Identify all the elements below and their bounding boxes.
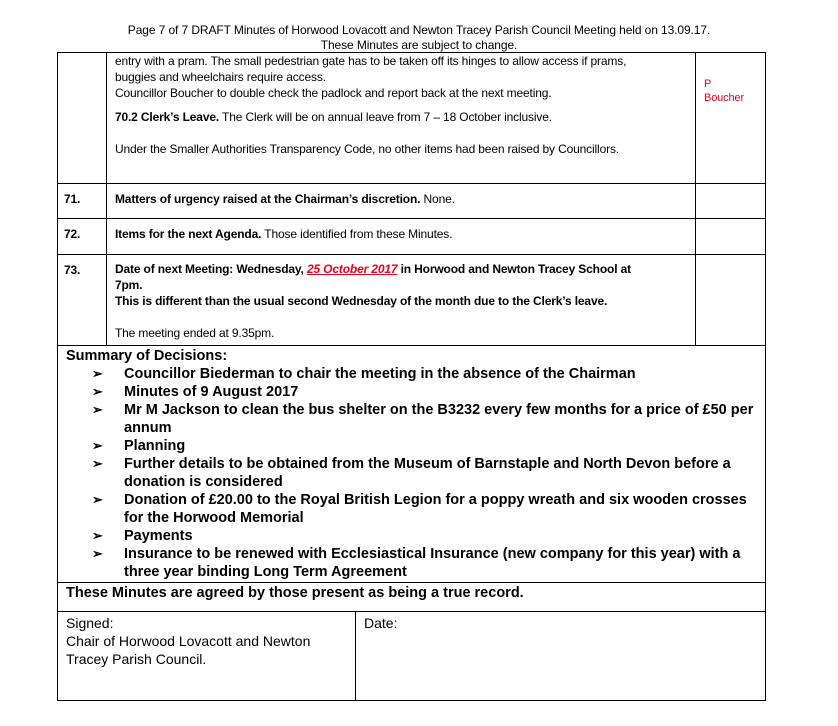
decision-item: ➢ Insurance to be renewed with Ecclesiastical Insurance (new company for this year) with a three year binding Long Term Agreement [92,545,757,581]
continued-text-line: buggies and wheelchairs require access. [114,70,326,84]
item-body-cell [106,255,695,346]
minutes-table [57,52,766,346]
action-cell [696,184,766,219]
next-meeting-time: 7pm. [114,278,143,292]
date-cell [356,612,766,701]
chair-title-line: Chair of Horwood Lovacott and Newton [66,633,311,649]
transparency-note: Under the Smaller Authorities Transparency Code, no other items had been raised by Councillors. [114,142,619,156]
continued-text-line: Councillor Boucher to double check the padlock and report back at the next meeting. [114,86,552,100]
item-heading: Matters of urgency raised at the Chairman’s discretion. [114,192,421,206]
meeting-end-note: The meeting ended at 9.35pm. [114,326,275,340]
item-body-cell [106,219,695,255]
next-meeting-line [115,261,689,277]
decision-item: ➢ Payments [92,527,757,545]
action-name: Boucher [704,92,744,104]
item-body-cell [106,53,695,184]
decision-item: ➢ Donation of £20.00 to the Royal British Legion for a poppy wreath and six wooden crosses for the Horwood Memorial [92,491,757,527]
decision-item: ➢ Further details to be obtained from the Museum of Barnstaple and North Devon before a donation is considered [92,455,757,491]
agenda-item-row [58,219,766,255]
item-text: None. [420,192,455,206]
item-body-cell [106,184,695,219]
item-number-cell [58,53,107,184]
item-text: Those identified from these Minutes. [261,227,453,241]
continued-text-line: entry with a pram. The small pedestrian gate has to be taken off its hinges to allow access if prams, [114,54,627,68]
agenda-item-row [58,255,766,346]
summary-cell [58,346,766,583]
date-label: Date: [364,615,398,631]
decision-item: ➢ Mr M Jackson to clean the bus shelter on the B3232 every few months for a price of £50 per annum [92,401,757,437]
action-cell [696,219,766,255]
chair-title-line: Tracey Parish Council. [66,651,207,667]
signature-cell [58,612,356,701]
page-header-subtitle: These Minutes are subject to change. [320,38,518,52]
agreement-statement: These Minutes are agreed by those present as being a true record. [58,583,766,612]
continued-row [58,53,766,184]
decision-item: ➢ Minutes of 9 August 2017 [92,383,757,401]
next-meeting-date: 25 October 2017 [306,262,398,276]
clerk-leave-paragraph [115,109,689,125]
next-meeting-note: This is different than the usual second Wednesday of the month due to the Clerk’s leave. [114,294,608,308]
action-initial: P [704,78,712,90]
clerk-leave-heading: 70.2 Clerk’s Leave. [114,110,220,124]
item-heading: Items for the next Agenda. [114,227,262,241]
item-number: 71. [58,184,107,219]
page-header-title: Page 7 of 7 DRAFT Minutes of Horwood Lovacott and Newton Tracey Parish Council Meeting held on 13.09.17. [127,23,711,37]
agenda-item-row [58,184,766,219]
decision-item: ➢ Planning [92,437,757,455]
summary-title: Summary of Decisions: [66,348,228,364]
next-meeting-suffix: in Horwood and Newton Tracey School at [397,262,631,276]
summary-table [57,345,766,701]
decisions-list [92,365,757,581]
action-cell [696,255,766,346]
next-meeting-prefix: Date of next Meeting: Wednesday, [114,262,307,276]
clerk-leave-text: The Clerk will be on annual leave from 7 – 18 October inclusive. [219,110,552,124]
item-number: 73. [58,255,107,346]
signed-label: Signed: [66,615,114,631]
action-cell [696,53,766,184]
item-number: 72. [58,219,107,255]
decision-item: ➢ Councillor Biederman to chair the meeting in the absence of the Chairman [92,365,757,383]
